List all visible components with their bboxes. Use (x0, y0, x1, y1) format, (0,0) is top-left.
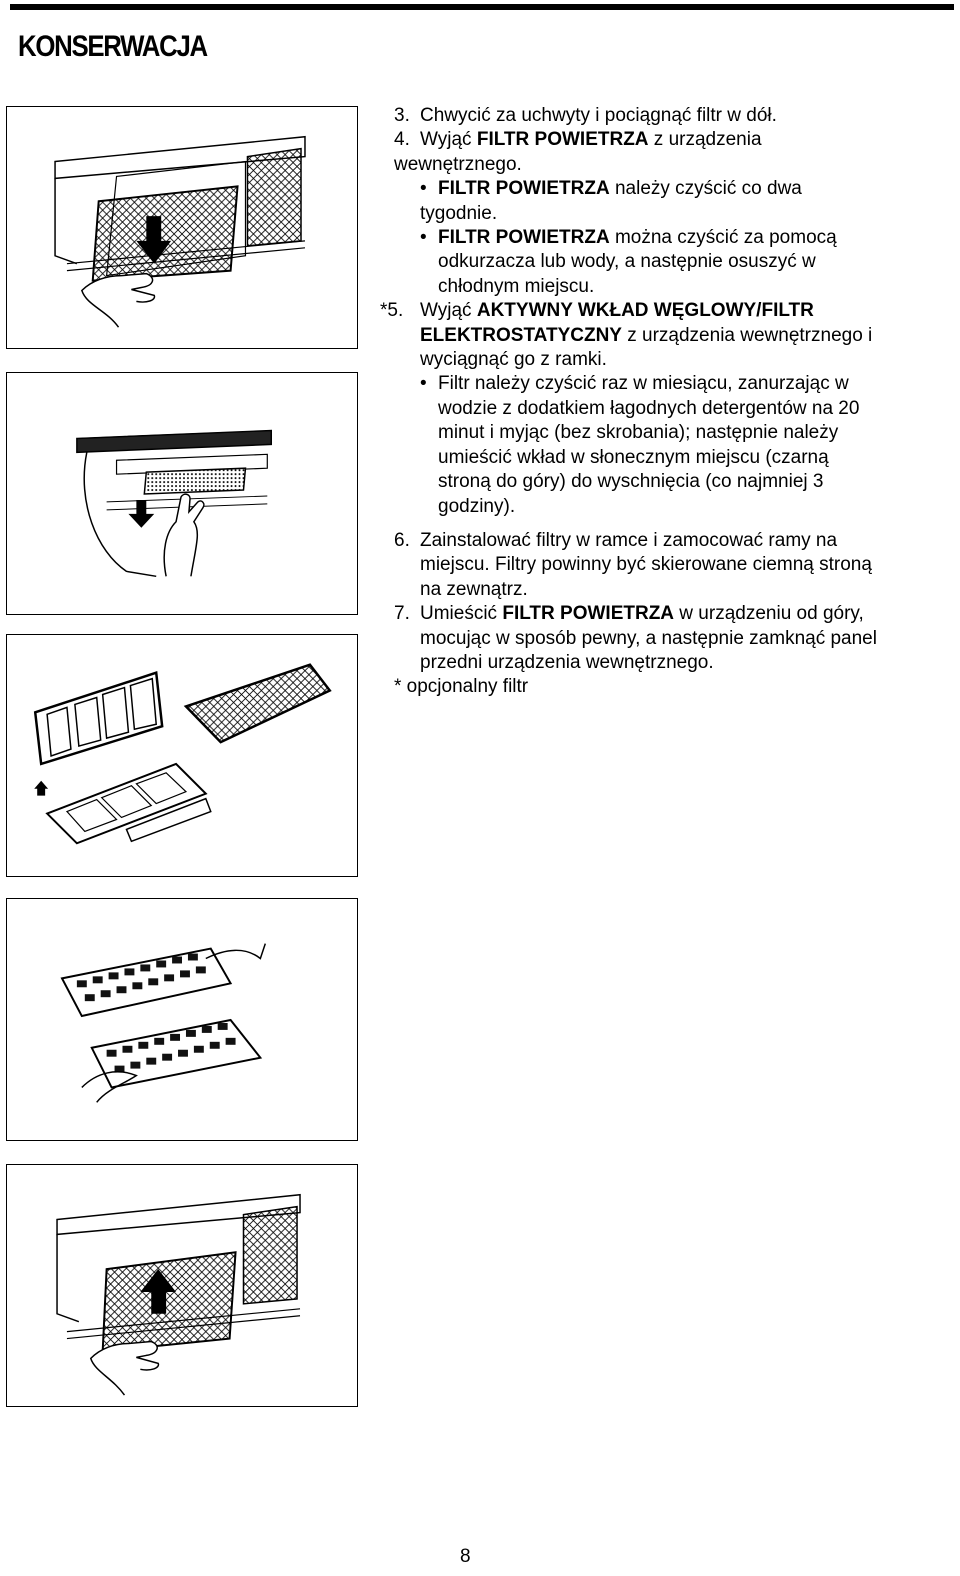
optional-filter-note: * opcjonalny filtr (394, 676, 529, 698)
step-text: można czyścić za pomocą (609, 227, 837, 249)
step-text: Wyjąć (420, 300, 477, 322)
step-4 (380, 128, 940, 152)
step-continuation: miejscu. Filtry powinny być skierowane ciemną stroną (420, 554, 872, 576)
bullet-dot: • (420, 373, 427, 395)
step-text: Filtr należy czyścić raz w miesiącu, zanurzając w (438, 373, 849, 395)
figure-pull-filter-down (6, 106, 358, 349)
step-continuation: odkurzacza lub wody, a następnie osuszyć w (438, 251, 816, 273)
top-rule (10, 4, 954, 10)
step-5-line-2 (380, 324, 940, 348)
wash-filter-illustration (7, 899, 357, 1140)
step-text: z urządzenia (648, 129, 762, 151)
step-continuation: chłodnym miejscu. (438, 275, 595, 297)
step-bold-text: FILTR POWIETRZA (438, 178, 610, 200)
step-text: Zainstalować filtry w ramce i zamocować ramy na (420, 529, 838, 551)
step-text: z urządzenia wewnętrznego i (621, 324, 873, 346)
step-text: Wyjąć (420, 129, 477, 151)
step-5-bullet-1 (380, 372, 940, 396)
step-continuation: mocując w sposób pewny, a następnie zamknąć panel (420, 627, 877, 649)
step-continuation: na zewnątrz. (420, 578, 528, 600)
step-continuation: stroną do góry) do wyschnięcia (co najmniej 3 (438, 471, 824, 493)
step-bold-text: FILTR POWIETRZA (502, 603, 675, 625)
instructions-text (380, 104, 940, 700)
step-bold-text: FILTR POWIETRZA (476, 129, 649, 151)
step-number: 4. (394, 129, 410, 151)
step-bold-text: FILTR POWIETRZA (438, 227, 610, 249)
bullet-dot: • (420, 227, 427, 249)
step-bold-text: AKTYWNY WKŁAD WĘGLOWY/FILTR (476, 300, 814, 322)
figure-remove-carbon-filter (6, 372, 358, 615)
spacer (380, 519, 940, 529)
pull-filter-down-illustration (7, 107, 357, 348)
step-3 (380, 104, 940, 128)
step-continuation: godziny). (438, 495, 516, 517)
step-continuation: minut i myjąc (bez skrobania); następnie należy (438, 422, 839, 444)
step-number: 6. (394, 529, 410, 551)
step-number: *5. (380, 300, 404, 322)
step-continuation: wodzie z dodatkiem łagodnych detergentów na 20 (438, 397, 860, 419)
bullet-dot: • (420, 178, 427, 200)
step-continuation: wewnętrznego. (394, 153, 522, 175)
filter-frame-illustration (7, 635, 357, 876)
figure-wash-filter (6, 898, 358, 1141)
insert-filter-up-illustration (7, 1165, 357, 1406)
step-7 (380, 602, 940, 626)
step-bold-text: ELEKTROSTATYCZNY (420, 324, 622, 346)
step-continuation: wyciągnąć go z ramki. (420, 349, 607, 371)
step-continuation: przedni urządzenia wewnętrznego. (420, 651, 714, 673)
figure-filter-frame (6, 634, 358, 877)
figure-insert-filter-up (6, 1164, 358, 1407)
step-number: 3. (394, 105, 410, 126)
step-text: Umieścić (420, 603, 503, 625)
step-text: w urządzeniu od góry, (674, 603, 864, 625)
step-4-bullet-2 (380, 226, 940, 250)
step-5 (380, 299, 940, 323)
step-4-bullet-1 (380, 177, 940, 201)
page-number: 8 (460, 1546, 471, 1567)
step-continuation: tygodnie. (420, 202, 498, 224)
step-number: 7. (394, 603, 410, 625)
step-continuation: umieścić wkład w słonecznym miejscu (czarną (438, 446, 829, 468)
step-text: należy czyścić co dwa (609, 178, 802, 200)
page-title: KONSERWACJA (18, 30, 207, 63)
step-6 (380, 529, 940, 553)
step-text: Chwycić za uchwyty i pociągnąć filtr w dół. (420, 105, 777, 126)
remove-carbon-filter-illustration (7, 373, 357, 614)
